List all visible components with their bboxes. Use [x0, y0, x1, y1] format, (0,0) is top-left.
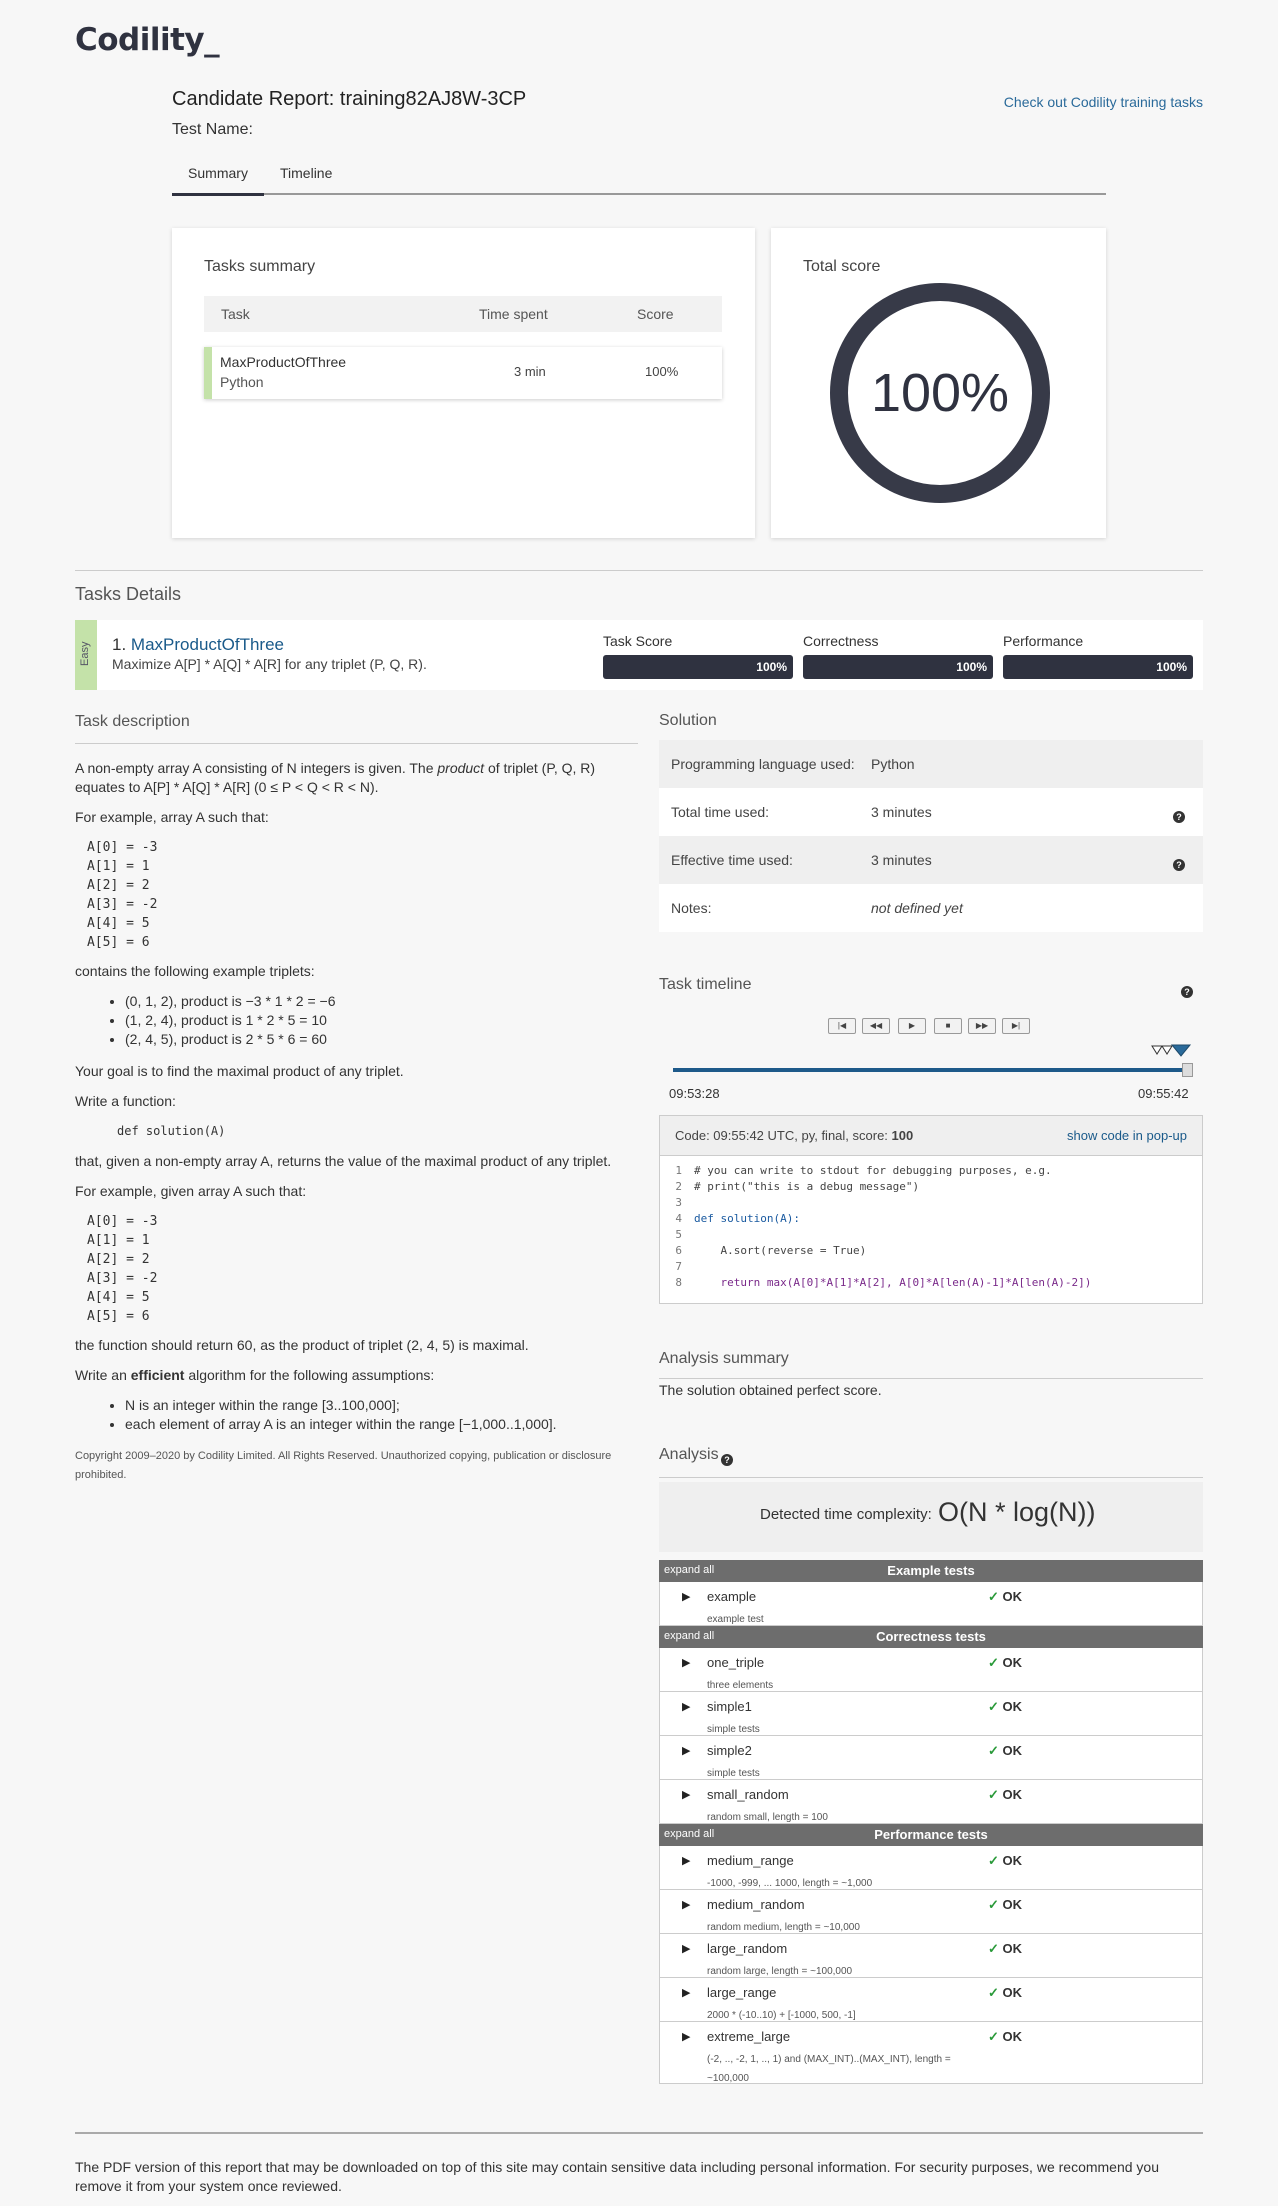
test-row[interactable]: ▶ simple1 simple tests ✓ OK [659, 1692, 1203, 1736]
desc-p4: Your goal is to find the maximal product of any triplet. [75, 1063, 404, 1079]
expand-arrow-icon[interactable]: ▶ [682, 1657, 691, 1669]
metric-task-score: Task Score 100% [603, 633, 793, 679]
test-status: ✓ OK [988, 1985, 1023, 2000]
code-line: 8 return max(A[0]*A[1]*A[2], A[0]*A[len(A)-1]*A[len(A)-2]) [675, 1276, 1092, 1289]
desc-p6: that, given a non-empty array A, returns the value of the maximal product of any triplet. [75, 1153, 612, 1169]
section-divider [75, 570, 1203, 571]
analysis-divider [659, 1477, 1203, 1478]
task-score-bar: 100% [603, 655, 793, 679]
solution-effective-time-row: Effective time used: 3 minutes ? [659, 836, 1203, 884]
report-tabs [172, 150, 1106, 195]
col-score: Score [637, 306, 674, 322]
complexity-label: Detected time complexity: [760, 1506, 932, 1523]
help-icon[interactable]: ? [1173, 859, 1185, 871]
test-status: ✓ OK [988, 2029, 1023, 2044]
expand-all-button[interactable]: expand all [664, 1828, 715, 1840]
timeline-next-button[interactable]: ▶▶ [968, 1018, 996, 1034]
analysis-summary-title: Analysis summary [659, 1350, 1203, 1379]
task-time: 3 min [514, 364, 546, 379]
timeline-help-icon[interactable]: ? [1181, 986, 1193, 998]
desc-p9: Write an efficient algorithm for the following assumptions: [75, 1367, 435, 1383]
expand-arrow-icon[interactable]: ▶ [682, 1591, 691, 1603]
expand-all-button[interactable]: expand all [664, 1564, 715, 1576]
total-score-card [771, 228, 1106, 538]
task-score: 100% [645, 364, 679, 379]
test-status: ✓ OK [988, 1699, 1023, 1714]
col-task: Task [221, 306, 250, 322]
tests-table [659, 1560, 1203, 2084]
code-line: 4 def solution(A): [675, 1212, 800, 1225]
timeline-prev-button[interactable]: ◀◀ [862, 1018, 890, 1034]
test-status: ✓ OK [988, 1897, 1023, 1912]
test-name: Test Name: [172, 121, 253, 138]
training-tasks-link[interactable]: Check out Codility training tasks [1003, 94, 1203, 110]
task-title-link[interactable]: MaxProductOfThree [130, 635, 284, 654]
test-row[interactable]: ▶ one_triple three elements ✓ OK [659, 1648, 1203, 1692]
solution-notes-row: Notes: not defined yet [659, 884, 1203, 932]
code-line: 1 # you can write to stdout for debugging purposes, e.g. [675, 1164, 1052, 1177]
complexity-box [659, 1482, 1203, 1552]
assumptions-list: • N is an integer within the range [3..100,000]; • each element of array A is an integer within the range [−1,000..1,000]. [125, 1396, 638, 1434]
pdf-security-notice: The PDF version of this report that may be downloaded on top of this site may contain sensitive data including personal information. For security purposes, we recommend you remove it from your system once reviewed. [75, 2132, 1203, 2196]
analysis-help-icon[interactable]: ? [721, 1454, 733, 1466]
tasks-summary-header [204, 296, 722, 332]
timeline-start: 09:53:28 [669, 1086, 720, 1101]
analysis-summary-text: The solution obtained perfect score. [659, 1382, 882, 1398]
difficulty-badge: Easy [75, 620, 97, 690]
timeline-track[interactable] [673, 1068, 1188, 1072]
performance-bar: 100% [1003, 655, 1193, 679]
col-time-spent: Time spent [479, 306, 548, 322]
desc-p5: Write a function: [75, 1093, 176, 1109]
complexity-value: O(N * log(N)) [938, 1497, 1096, 1527]
desc-p7: For example, given array A such that: [75, 1183, 307, 1199]
expand-arrow-icon[interactable]: ▶ [682, 1943, 691, 1955]
desc-p2: For example, array A such that: [75, 809, 269, 825]
correctness-bar: 100% [803, 655, 993, 679]
test-group-performance: expand all Performance tests [659, 1824, 1203, 1846]
expand-arrow-icon[interactable]: ▶ [682, 1701, 691, 1713]
code-line: 2 # print("this is a debug message") [675, 1180, 920, 1193]
expand-arrow-icon[interactable]: ▶ [682, 1987, 691, 1999]
example-array-1: A[0] = -3 A[1] = 1 A[2] = 2 A[3] = -2 A[4] = 5 A[5] = 6 [87, 840, 158, 950]
desc-p3: contains the following example triplets: [75, 963, 315, 979]
copyright: Copyright 2009–2020 by Codility Limited. All Rights Reserved. Unauthorized copying, publication or disclosure prohibited. [75, 1450, 612, 1481]
test-status: ✓ OK [988, 1589, 1023, 1604]
task-summary-row[interactable] [204, 347, 722, 399]
analysis-title: Analysis [659, 1446, 719, 1463]
desc-p1: A non-empty array A consisting of N integers is given. The product of triplet (P, Q, R) equates to A[P] * A[Q] * A[R] (0 ≤ P < Q < R < N). [75, 760, 596, 795]
timeline-play-button[interactable]: ▶ [898, 1018, 926, 1034]
timeline-markers-icon [1150, 1044, 1198, 1060]
code-box [659, 1115, 1203, 1304]
test-group-example: expand all Example tests [659, 1560, 1203, 1582]
tasks-summary-title: Tasks summary [204, 258, 316, 275]
test-status: ✓ OK [988, 1941, 1023, 1956]
tab-summary[interactable]: Summary [172, 165, 264, 196]
test-row[interactable]: ▶ example example test ✓ OK [659, 1582, 1203, 1626]
task-name: MaxProductOfThree [220, 354, 347, 370]
task-title: 1. MaxProductOfThree [112, 635, 284, 654]
test-group-correctness: expand all Correctness tests [659, 1626, 1203, 1648]
task-timeline-title: Task timeline [659, 976, 752, 993]
code-line: 3 [675, 1196, 682, 1209]
expand-arrow-icon[interactable]: ▶ [682, 2031, 691, 2043]
total-score-ring [830, 283, 1050, 503]
timeline-end: 09:55:42 [1138, 1086, 1189, 1101]
example-array-2: A[0] = -3 A[1] = 1 A[2] = 2 A[3] = -2 A[4] = 5 A[5] = 6 [87, 1214, 158, 1324]
task-subtitle: Maximize A[P] * A[Q] * A[R] for any triplet (P, Q, R). [112, 656, 427, 672]
task-language: Python [220, 374, 264, 390]
tab-timeline[interactable]: Timeline [280, 165, 333, 181]
code-line: 6 A.sort(reverse = True) [675, 1244, 867, 1257]
timeline-last-button[interactable]: ▶| [1002, 1018, 1030, 1034]
expand-arrow-icon[interactable]: ▶ [682, 1789, 691, 1801]
test-status: ✓ OK [988, 1655, 1023, 1670]
test-row[interactable]: ▶ small_random random small, length = 100 ✓ OK [659, 1780, 1203, 1824]
test-status: ✓ OK [988, 1743, 1023, 1758]
expand-arrow-icon[interactable]: ▶ [682, 1855, 691, 1867]
desc-p8: the function should return 60, as the product of triplet (2, 4, 5) is maximal. [75, 1337, 529, 1353]
tasks-summary-card [172, 228, 755, 538]
code-line: 7 [675, 1260, 682, 1273]
expand-arrow-icon[interactable]: ▶ [682, 1745, 691, 1757]
show-code-popup-link[interactable]: show code in pop-up [1067, 1128, 1187, 1143]
triplet-list: • (0, 1, 2), product is −3 * 1 * 2 = −6 • (1, 2, 4), product is 1 * 2 * 5 = 10 • (2, 4, 5), product is 2 * 5 * 6 = 60 [125, 992, 638, 1049]
tasks-details-title: Tasks Details [75, 584, 182, 604]
task-description-title: Task description [75, 712, 638, 744]
solution-language-row: Programming language used: Python [659, 740, 1203, 788]
timeline-first-button[interactable]: |◀ [828, 1018, 856, 1034]
test-row[interactable]: ▶ extreme_large (-2, .., -2, 1, .., 1) and (MAX_INT)..(MAX_INT), length = ~100,000 ✓ OK [659, 2022, 1203, 2084]
solution-total-time-row: Total time used: 3 minutes ? [659, 788, 1203, 836]
test-status: ✓ OK [988, 1787, 1023, 1802]
codility-logo[interactable]: Codility_ [75, 22, 220, 58]
expand-arrow-icon[interactable]: ▶ [682, 1899, 691, 1911]
code-meta: Code: 09:55:42 UTC, py, final, score: 100 [675, 1128, 914, 1143]
function-signature: def solution(A) [117, 1124, 226, 1138]
test-row[interactable]: ▶ simple2 simple tests ✓ OK [659, 1736, 1203, 1780]
test-row[interactable]: ▶ medium_random random medium, length = ~10,000 ✓ OK [659, 1890, 1203, 1934]
test-row[interactable]: ▶ large_range 2000 * (-10..10) + [-1000, 500, -1] ✓ OK [659, 1978, 1203, 2022]
test-row[interactable]: ▶ medium_range -1000, -999, ... 1000, length = ~1,000 ✓ OK [659, 1846, 1203, 1890]
test-status: ✓ OK [988, 1853, 1023, 1868]
metric-correctness: Correctness 100% [803, 633, 993, 679]
solution-panel [659, 712, 1203, 932]
timeline-stop-button[interactable]: ■ [934, 1018, 962, 1034]
help-icon[interactable]: ? [1173, 811, 1185, 823]
metric-performance: Performance 100% [1003, 633, 1193, 679]
test-row[interactable]: ▶ large_random random large, length = ~100,000 ✓ OK [659, 1934, 1203, 1978]
total-score-title: Total score [803, 258, 881, 275]
code-header [660, 1116, 1202, 1156]
code-line: 5 [675, 1228, 682, 1241]
report-title: Candidate Report: training82AJ8W-3CP [172, 88, 527, 110]
timeline-handle[interactable] [1182, 1063, 1193, 1077]
expand-all-button[interactable]: expand all [664, 1630, 715, 1642]
task-detail-bar [75, 620, 1203, 690]
task-description [75, 712, 638, 1485]
total-score-value: 100% [870, 363, 1010, 423]
solution-title: Solution [659, 712, 717, 729]
